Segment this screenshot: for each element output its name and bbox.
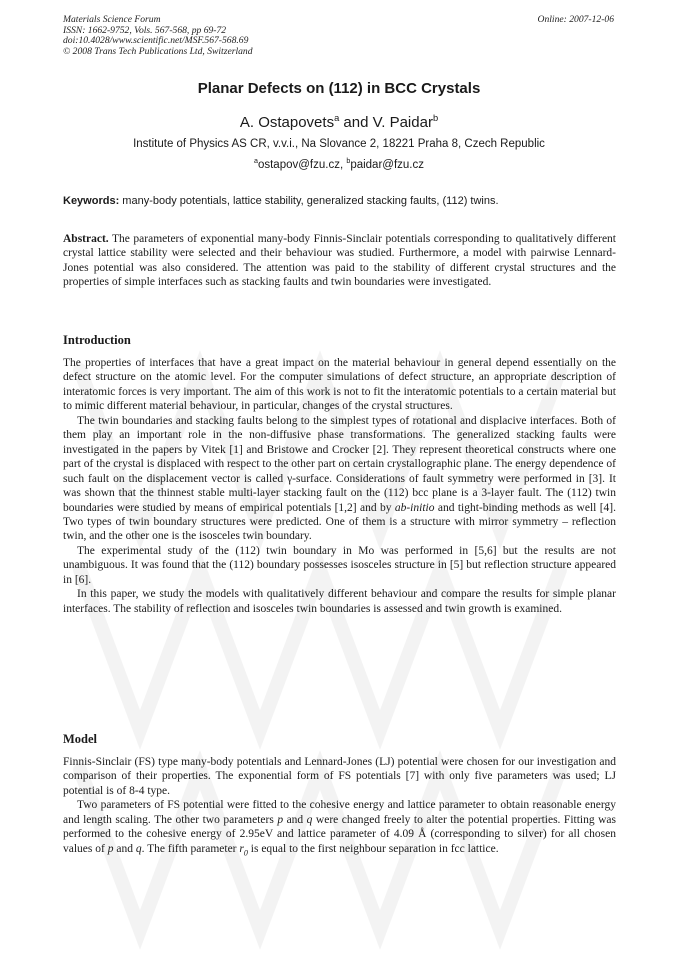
intro-paragraph-2 xyxy=(63,414,616,544)
online-date: Online: 2007-12-06 xyxy=(537,14,614,25)
email-line xyxy=(0,159,678,171)
issn-line: ISSN: 1662-9752, Vols. 567-568, pp 69-72 xyxy=(63,24,227,36)
model-heading: Model xyxy=(63,732,98,746)
model-p2-r-sub: 0 xyxy=(243,848,248,858)
intro-p2-italic: ab-initio xyxy=(394,501,435,514)
model-p2-r: r xyxy=(239,842,244,855)
author-line xyxy=(0,114,678,131)
email-a-mark: a xyxy=(253,157,258,166)
email-a: ostapov@fzu.cz, xyxy=(257,159,347,171)
intro-p2-text-a: The twin boundaries and stacking faults belong to the simplest types of rotational and displacive interfaces. Both of them play an important role in the non-diffusive phase transformations. The generalized stacking faults were investigated in the papers by Vitek [1] and Bristowe and Crocker [2]. They represent theoretical constructs where one part of the crystal is displaced with respect to the other part on certain crystallographic plane. The energy dependence of such fault on the displacement vector is called γ-surface. Considerations of fault symmetry were performed in [3]. It was shown that the thinnest stable multi-layer stacking fault on the (112) bcc plane is a 3-layer fault. The (112) twin boundaries were studied by means of empirical potentials [1,2] and by xyxy=(63,414,616,514)
model-p2-c: were changed freely to alter the potential properties. Fitting was performed to the cohesive energy of 2.95eV and lattice parameter of 4.09 Å (corresponding to silver) for all chosen values of xyxy=(63,813,616,855)
author-1-mark: a xyxy=(334,113,340,123)
paper-title: Planar Defects on (112) in BCC Crystals xyxy=(197,80,481,97)
abstract-label: Abstract. xyxy=(63,233,109,245)
model-p2-d: and xyxy=(113,842,136,855)
introduction-body xyxy=(63,356,616,616)
doi-line: doi:10.4028/www.scientific.net/MSF.567-568.69 xyxy=(63,35,249,47)
model-p2-p2: p xyxy=(107,842,114,855)
intro-paragraph-1: The properties of interfaces that have a great impact on the material behaviour in general depend essentially on the defect structure on the atomic level. For the computer simulations of defect structure, an appropriate description of interatomic forces is very important. The aim of this work is not to fit the interatomic potentials to a certain material but to mimic different material behaviour, in particular, changes of the crystal structures. xyxy=(63,357,616,413)
model-p2-q: q xyxy=(306,813,313,826)
abstract xyxy=(63,232,616,290)
introduction-heading: Introduction xyxy=(63,333,131,347)
author-2: V. Paidar xyxy=(372,114,433,131)
affiliation: Institute of Physics AS CR, v.v.i., Na Slovance 2, 18221 Praha 8, Czech Republic xyxy=(133,138,545,150)
model-p2-a: Two parameters of FS potential were fitted to the cohesive energy and lattice parameter to obtain reasonable energy and length scaling. The other two parameters xyxy=(63,799,616,826)
intro-paragraph-4: In this paper, we study the models with qualitatively different behaviour and compare the results for simple planar interfaces. The stability of reflection and isosceles twin boundaries is assessed and twin growth is examined. xyxy=(63,588,616,615)
model-p2-b: and xyxy=(283,813,307,826)
keywords xyxy=(63,195,615,207)
model-paragraph-2 xyxy=(63,798,616,860)
model-p2-e: . The fifth parameter xyxy=(141,842,240,855)
model-p2-q2: q xyxy=(135,842,142,855)
copyright-line: © 2008 Trans Tech Publications Ltd, Switzerland xyxy=(63,45,253,57)
model-body xyxy=(63,755,616,860)
model-p2-f: is equal to the first neighbour separation in fcc lattice. xyxy=(247,842,499,855)
journal-header xyxy=(63,15,253,57)
intro-p2-text-b: and tight-binding methods as well [4]. Two types of twin boundary structures were predicted. One of them is a structure with mirror symmetry – reflection twin, and the other one is the isosceles twin boundary. xyxy=(63,501,616,543)
author-conjunction: and xyxy=(339,114,373,131)
keywords-label: Keywords: xyxy=(63,195,120,207)
email-b: paidar@fzu.cz xyxy=(350,159,424,171)
email-b-mark: b xyxy=(346,157,351,166)
intro-paragraph-3: The experimental study of the (112) twin boundary in Mo was performed in [5,6] but the results are not unambiguous. It was found that the (112) boundary possesses isosceles structure in [5] but reflection structure appeared in [6]. xyxy=(63,544,616,586)
abstract-text: The parameters of exponential many-body Finnis-Sinclair potentials corresponding to qualitatively different crystal lattice stability were selected and their behaviour was studied. Furthermore, a model with pairwise Lennard-Jones potential was also considered. The attention was paid to the stability of different crystal structures and the properties of simple interfaces such as stacking faults and twin boundaries were investigated. xyxy=(63,233,616,289)
keywords-text: many-body potentials, lattice stability, generalized stacking faults, (112) twins. xyxy=(119,195,499,207)
model-paragraph-1: Finnis-Sinclair (FS) type many-body potentials and Lennard-Jones (LJ) potential were chosen for our investigation and comparison of their properties. The exponential form of FS potentials [7] with only five parameters was used; LJ potential is of 8-4 type. xyxy=(63,756,616,797)
model-p2-p: p xyxy=(277,813,284,826)
journal-name: Materials Science Forum xyxy=(63,14,161,25)
author-2-mark: b xyxy=(432,113,439,123)
author-1: A. Ostapovets xyxy=(239,114,335,131)
